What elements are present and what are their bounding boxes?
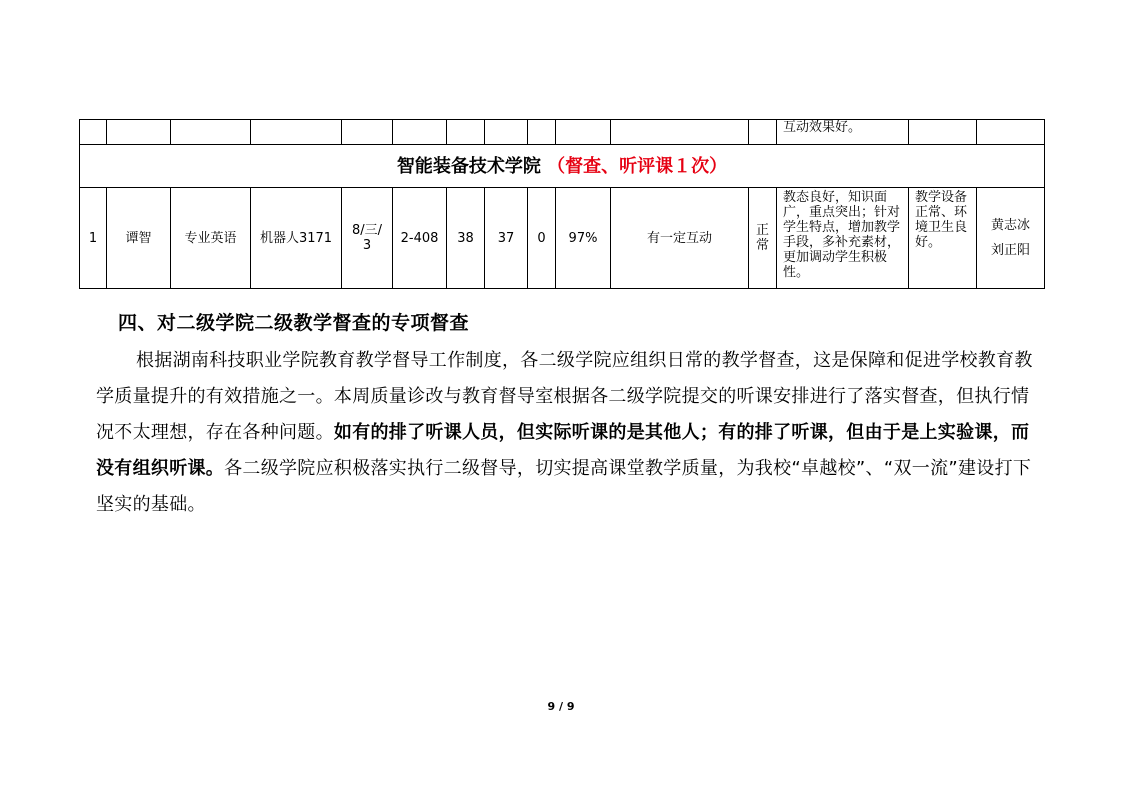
table-cell <box>909 120 977 145</box>
table-cell <box>556 120 611 145</box>
class-name: 机器人3171 <box>251 188 342 289</box>
college-name: 智能装备技术学院 <box>396 155 541 177</box>
inspector-name: 黄志冰 <box>990 218 1030 233</box>
table-cell <box>749 120 777 145</box>
table-cell <box>171 120 251 145</box>
college-tag: （督查、听评课１次） <box>547 155 728 177</box>
body-text-bold: 如有的排了听课人员，但实际听课的是其他人；有的排了听课，但由于是上实验课，而没有组织听课。 <box>96 422 1030 479</box>
college-header-row <box>80 145 1045 188</box>
page-number: 9 / 9 <box>547 700 575 713</box>
table-cell <box>393 120 447 145</box>
environment-note: 教学设备正常、环境卫生良好。 <box>909 188 977 289</box>
table-cell <box>977 120 1045 145</box>
actual-count: 37 <box>485 188 528 289</box>
table-cell <box>342 120 393 145</box>
row-index: 1 <box>80 188 107 289</box>
classroom: 2-408 <box>393 188 447 289</box>
absent-count: 0 <box>528 188 556 289</box>
section-heading: 四、对二级学院二级教学督查的专项督查 <box>118 312 470 334</box>
inspector-name: 刘正阳 <box>990 243 1030 258</box>
college-header <box>80 145 1045 188</box>
table-cell <box>447 120 485 145</box>
section-body <box>96 343 1033 523</box>
interaction-note: 有一定互动 <box>611 188 749 289</box>
status-note: 正常 <box>749 188 777 289</box>
prev-row-note: 互动效果好。 <box>777 120 909 145</box>
teacher-name: 谭智 <box>107 188 171 289</box>
teaching-comments: 教态良好，知识面广，重点突出；针对学生特点，增加教学手段，多补充素材，更加调动学生积极性。 <box>777 188 909 289</box>
supervision-table <box>79 119 1045 289</box>
table-row <box>80 120 1045 145</box>
attendance-rate: 97% <box>556 188 611 289</box>
table-cell <box>107 120 171 145</box>
body-text: 各二级学院应积极落实执行二级督导，切实提高课堂教学质量，为我校“卓越校”、“双一流”建设打下坚实的基础。 <box>96 458 1032 515</box>
inspectors <box>977 188 1045 289</box>
table-cell <box>80 120 107 145</box>
lesson-time: 8/三/3 <box>342 188 393 289</box>
expected-count: 38 <box>447 188 485 289</box>
table-cell <box>485 120 528 145</box>
table-row <box>80 188 1045 289</box>
table-cell <box>251 120 342 145</box>
body-text: 根据湖南科技职业学院教育教学督导工作制度，各二级学院应组织日常的教学督查，这是保障和促进学校教育教学质量提升的有效措施之一。本周质量诊改与教育督导室根据各二级学院提交的听课安排进行了落实督查，但执行情况不太理想，存在各种问题。 <box>96 350 1033 443</box>
table-cell <box>611 120 749 145</box>
table-cell <box>528 120 556 145</box>
course-name: 专业英语 <box>171 188 251 289</box>
